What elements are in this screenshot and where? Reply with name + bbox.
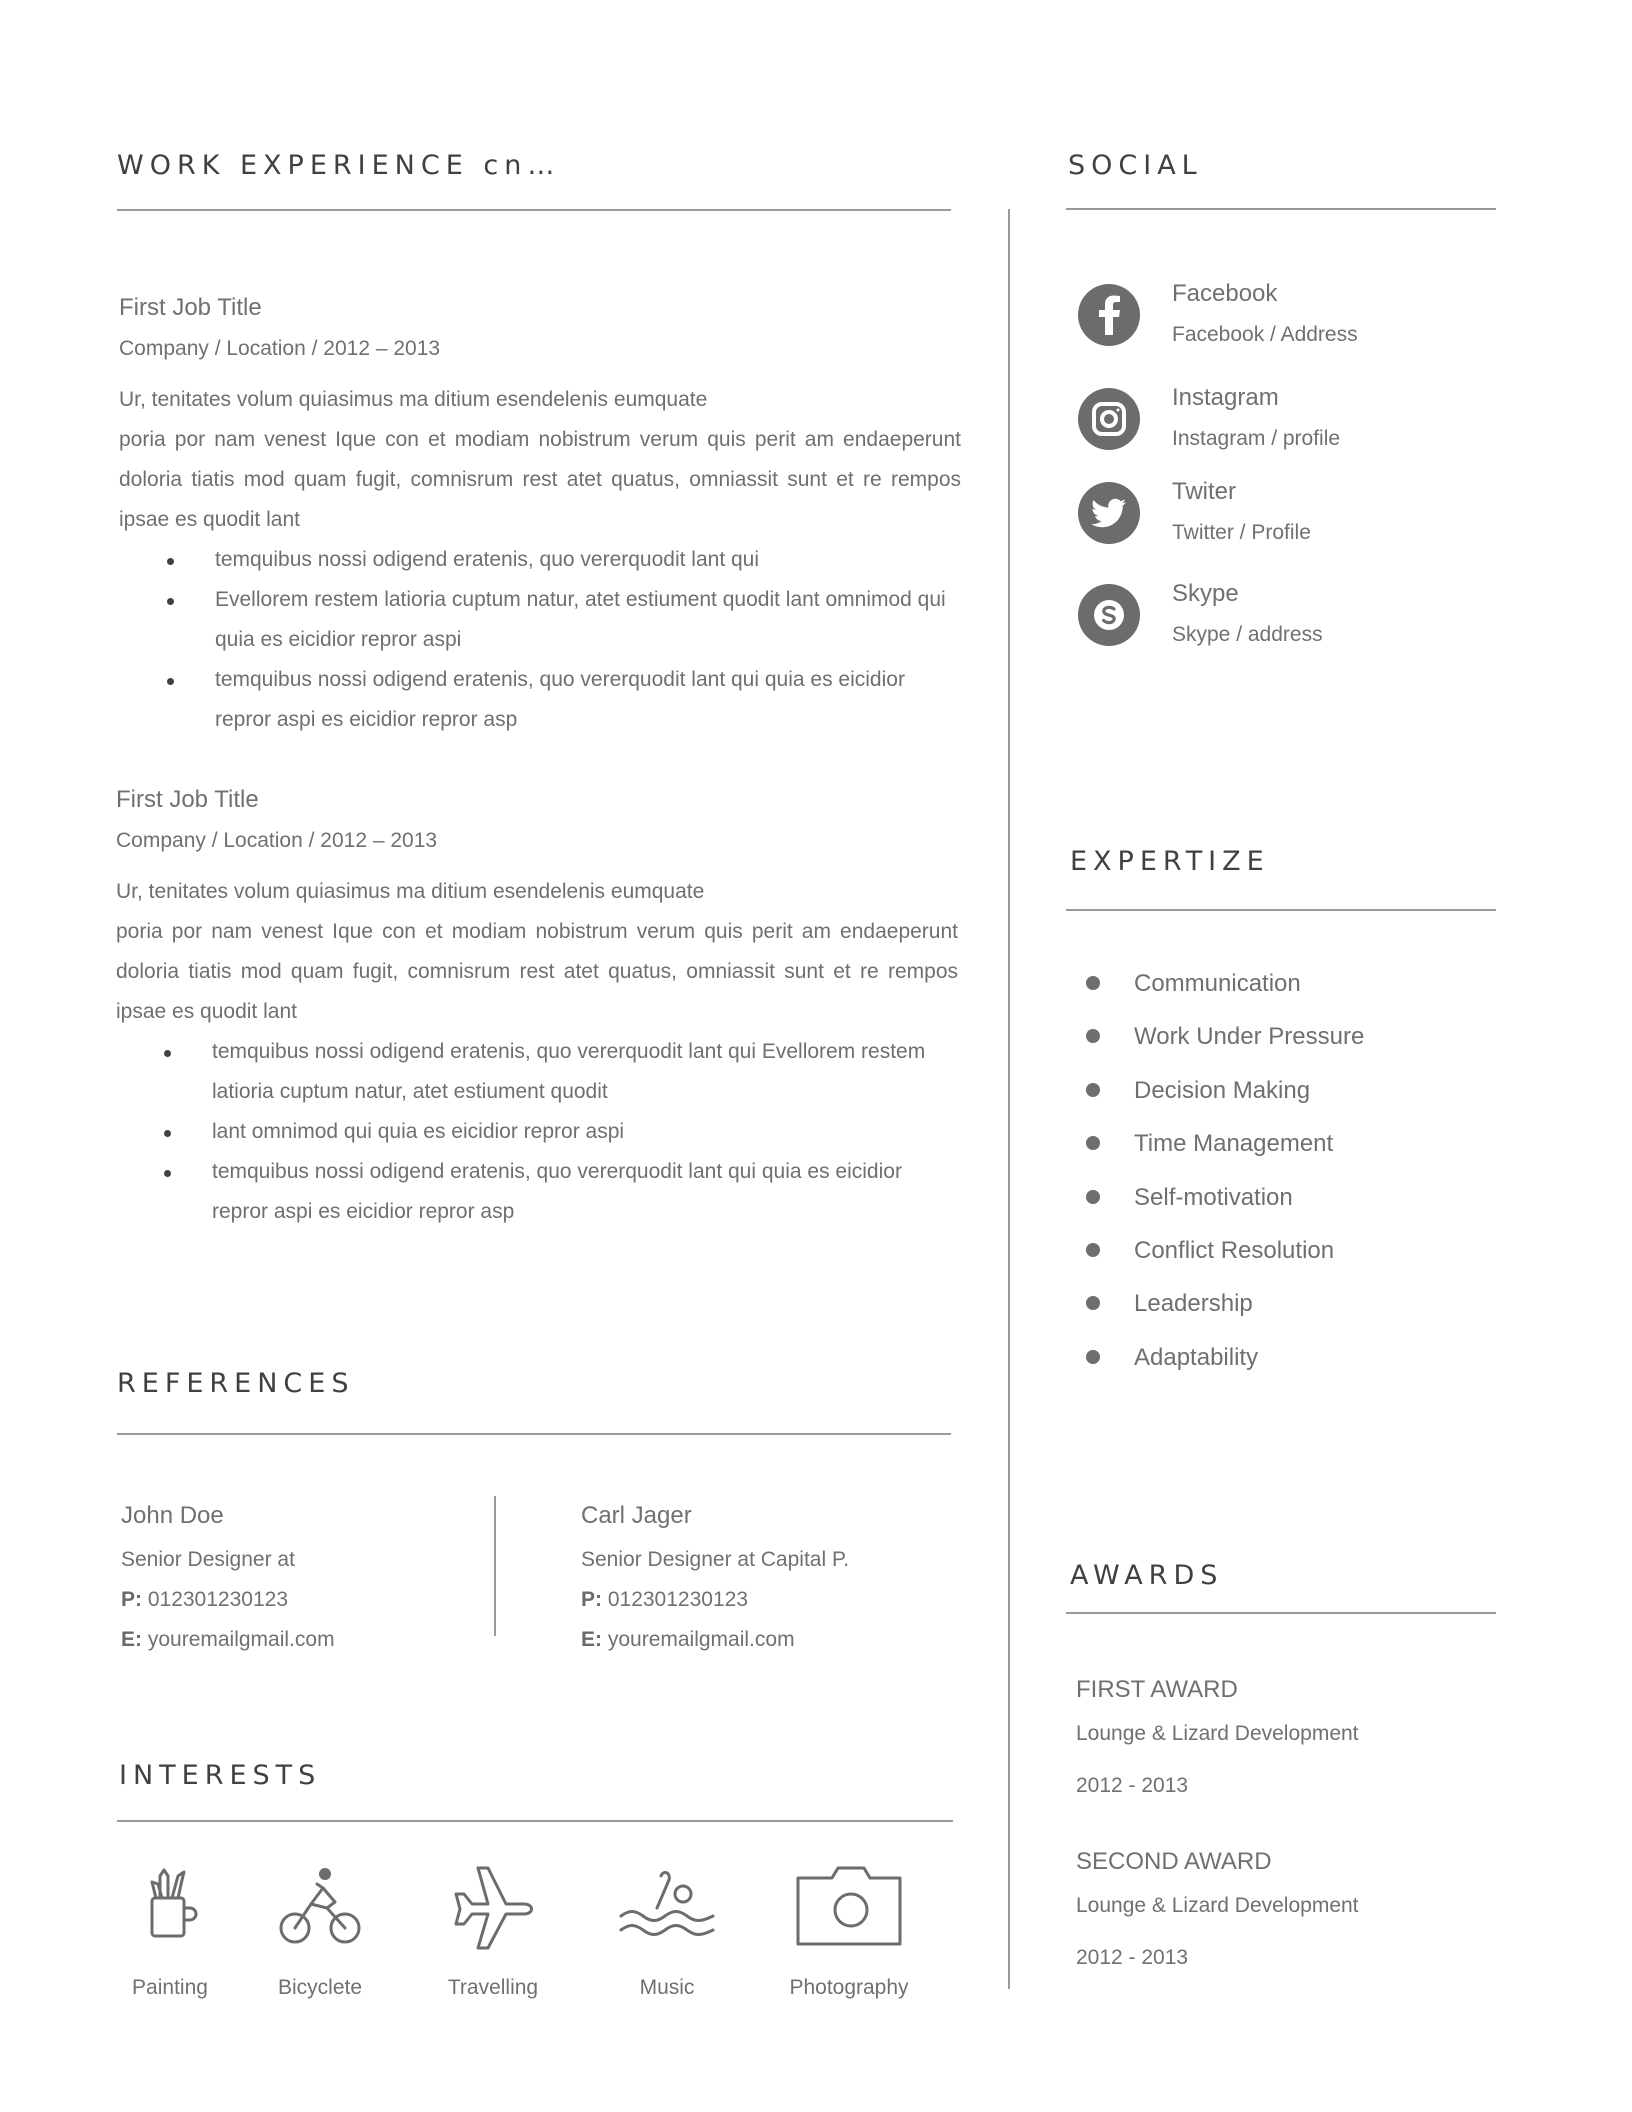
facebook-icon (1078, 284, 1140, 346)
interest-label: Painting (132, 1976, 208, 1999)
social-address: Twitter / Profile (1172, 521, 1311, 544)
phone-value: 012301230123 (607, 1588, 748, 1611)
social-twitter (1078, 478, 1498, 572)
phone-label: P: (581, 1588, 602, 1611)
job-bullet: temquibus nossi odigend eratenis, quo vererquodit lant qui quia es eicidior repror aspi es eicidior repror asp (119, 660, 961, 740)
award-years: 2012 - 2013 (1076, 1946, 1189, 1969)
interest-bicycle (245, 1864, 395, 1999)
reference-card (121, 1496, 501, 1660)
award-entry (1076, 1670, 1496, 1818)
expertize-item: Decision Making (1086, 1071, 1486, 1124)
reference-role: Senior Designer at (121, 1548, 295, 1571)
email-value: youremailgmail.com (607, 1628, 795, 1651)
interest-travelling (418, 1864, 568, 1999)
job-title: First Job Title (119, 294, 262, 321)
job-bullet: temquibus nossi odigend eratenis, quo vererquodit lant qui (119, 540, 961, 580)
awards-divider (1066, 1612, 1496, 1614)
expertize-item: Communication (1086, 964, 1486, 1017)
interests-divider (117, 1820, 953, 1822)
work-experience-heading: WORK EXPERIENCE cn… (117, 150, 561, 181)
job-summary: Ur, tenitates volum quiasimus ma ditium esendelenis eumquate (119, 388, 708, 411)
paint-cup-icon (130, 1864, 210, 1944)
social-name: Skype (1172, 580, 1239, 607)
reference-name: John Doe (121, 1502, 224, 1529)
interests-heading: INTERESTS (119, 1760, 322, 1791)
interest-music (592, 1864, 742, 1999)
award-organization: Lounge & Lizard Development (1076, 1722, 1359, 1745)
reference-email (121, 1620, 501, 1660)
reference-name: Carl Jager (581, 1502, 692, 1529)
reference-phone (121, 1580, 501, 1620)
expertize-item: Time Management (1086, 1124, 1486, 1177)
award-title: SECOND AWARD (1076, 1848, 1272, 1875)
instagram-icon (1078, 388, 1140, 450)
job-bullet: lant omnimod qui quia es eicidior repror aspi (116, 1112, 958, 1152)
job-description: poria por nam venest Ique con et modiam nobistrum verum quis perit am endaeperunt doloria tiatis mod quam fugit, comnisrum rest atet quatus, omniassit sunt et re rempos ipsae es quodit lant (119, 428, 961, 531)
email-label: E: (121, 1628, 142, 1651)
social-address: Facebook / Address (1172, 323, 1358, 346)
reference-email (581, 1620, 961, 1660)
social-name: Twiter (1172, 478, 1237, 505)
expertize-item: Self-motivation (1086, 1178, 1486, 1231)
expertize-item: Conflict Resolution (1086, 1231, 1486, 1284)
job-bullet: temquibus nossi odigend eratenis, quo vererquodit lant qui Evellorem restem latioria cuptum natur, atet estiument quodit (116, 1032, 958, 1112)
expertize-divider (1066, 909, 1496, 911)
social-address: Skype / address (1172, 623, 1323, 646)
job-summary: Ur, tenitates volum quiasimus ma ditium esendelenis eumquate (116, 880, 705, 903)
references-divider (117, 1433, 951, 1435)
interest-painting (95, 1864, 245, 1999)
interest-photography (774, 1864, 924, 1999)
work-experience-divider (117, 209, 951, 211)
job-entry (116, 780, 958, 1232)
social-address: Instagram / profile (1172, 427, 1341, 450)
job-entry (119, 288, 961, 740)
reference-phone (581, 1580, 961, 1620)
swimming-icon (617, 1864, 717, 1944)
job-title: First Job Title (116, 786, 259, 813)
job-bullet: temquibus nossi odigend eratenis, quo vererquodit lant qui quia es eicidior repror aspi es eicidior repror asp (116, 1152, 958, 1232)
social-facebook (1078, 280, 1498, 374)
interest-label: Bicyclete (277, 1976, 363, 1999)
reference-card (581, 1496, 961, 1660)
bicycle-icon (275, 1864, 365, 1948)
column-divider (1008, 209, 1010, 1989)
expertize-heading: EXPERTIZE (1070, 846, 1270, 877)
email-value: youremailgmail.com (147, 1628, 335, 1651)
expertize-item: Work Under Pressure (1086, 1017, 1486, 1070)
interest-label: Photography (789, 1976, 909, 1999)
job-bullets (116, 1032, 958, 1232)
expertize-item: Leadership (1086, 1284, 1486, 1337)
social-name: Instagram (1172, 384, 1279, 411)
social-divider (1066, 208, 1496, 210)
job-company: Company / Location / 2012 – 2013 (116, 829, 438, 852)
job-company: Company / Location / 2012 – 2013 (119, 337, 441, 360)
airplane-icon (448, 1864, 538, 1950)
award-title: FIRST AWARD (1076, 1676, 1238, 1703)
job-description: poria por nam venest Ique con et modiam nobistrum verum quis perit am endaeperunt doloria tiatis mod quam fugit, comnisrum rest atet quatus, omniassit sunt et re rempos ipsae es quodit lant (116, 920, 958, 1023)
expertize-item: Adaptability (1086, 1338, 1486, 1391)
twitter-icon (1078, 482, 1140, 544)
interest-label: Travelling (447, 1976, 539, 1999)
expertize-list (1086, 964, 1486, 1391)
phone-value: 012301230123 (147, 1588, 288, 1611)
awards-heading: AWARDS (1070, 1560, 1224, 1591)
social-name: Facebook (1172, 280, 1278, 307)
job-bullet: Evellorem restem latioria cuptum natur, atet estiument quodit lant omnimod qui quia es eicidior repror aspi (119, 580, 961, 660)
reference-role: Senior Designer at Capital P. (581, 1548, 850, 1571)
social-skype (1078, 580, 1498, 674)
skype-icon (1078, 584, 1140, 646)
references-heading: REFERENCES (117, 1368, 355, 1399)
interest-label: Music (639, 1976, 695, 1999)
references-separator (494, 1496, 496, 1636)
email-label: E: (581, 1628, 602, 1651)
phone-label: P: (121, 1588, 142, 1611)
award-years: 2012 - 2013 (1076, 1774, 1189, 1797)
job-bullets (119, 540, 961, 740)
camera-icon (794, 1864, 904, 1948)
social-instagram (1078, 384, 1498, 478)
award-organization: Lounge & Lizard Development (1076, 1894, 1359, 1917)
social-heading: SOCIAL (1068, 150, 1203, 181)
award-entry (1076, 1842, 1496, 1990)
